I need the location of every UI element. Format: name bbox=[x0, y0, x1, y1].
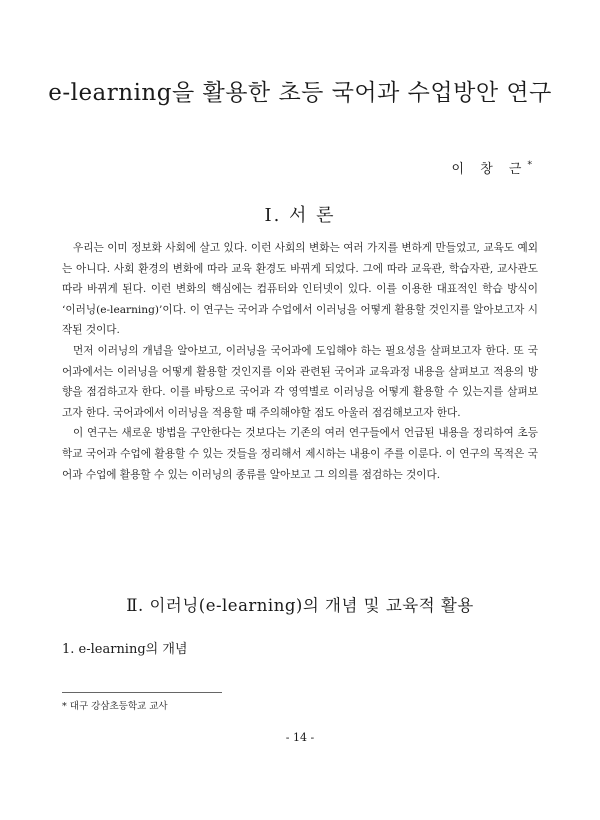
body-paragraph: 우리는 이미 정보화 사회에 살고 있다. 이런 사회의 변화는 여러 가지를 변하게 만들었고, 교육도 예외는 아니다. 사회 환경의 변화에 따라 교육 환경도 바뀌게 되었다. 그에 따라 교육관, 학습자관, 교사관도 따라 바뀌게 된다. 이런 변화의 핵심에는 컴퓨터와 인터넷이 있다. 이를 이용한 대표적인 학습 방식이 ‘이러닝(e-learning)’이다. 이 연구는 국어과 수업에서 이러닝을 어떻게 활용할 것인지를 알아보고자 시작된 것이다. bbox=[62, 242, 538, 337]
body-paragraph: 먼저 이러닝의 개념을 알아보고, 이러닝을 국어과에 도입해야 하는 필요성을 살펴보고자 한다. 또 국어과에서는 이러닝을 어떻게 활용할 것인지를 이와 관련된 국어과 교육과정 내용을 살펴보고 적용의 방향을 점검하고자 한다. 이를 바탕으로 국어과 각 영역별로 이러닝을 어떻게 활용할 수 있는지를 살펴보고자 한다. 국어과에서 이러닝을 적용할 때 주의해야할 점도 아울러 점검해보고자 한다. bbox=[62, 344, 538, 419]
section-1-heading: Ⅰ. 서 론 bbox=[264, 205, 336, 226]
footnote-divider bbox=[62, 692, 222, 693]
subsection-heading: 1. e-learning의 개념 bbox=[62, 642, 188, 657]
section-2-heading: Ⅱ. 이러닝(e-learning)의 개념 및 교육적 활용 bbox=[126, 596, 474, 615]
paper-title: e-learning을 활용한 초등 국어과 수업방안 연구 bbox=[48, 80, 552, 106]
author-footnote-mark: * bbox=[527, 160, 532, 171]
section-1-body bbox=[62, 238, 538, 485]
page-number: - 14 - bbox=[285, 731, 315, 744]
author-name-text: 이 창 근 bbox=[451, 162, 528, 177]
footnote: * 대구 강삼초등학교 교사 bbox=[62, 701, 168, 712]
author-name bbox=[452, 158, 532, 177]
body-paragraph: 이 연구는 새로운 방법을 구안한다는 것보다는 기존의 여러 연구들에서 언급된 내용을 정리하여 초등학교 국어과 수업에 활용할 수 있는 것들을 정리해서 제시하는 내용이 주를 이룬다. 이 연구의 목적은 국어과 수업에 활용할 수 있는 이러닝의 종류를 알아보고 그 의의를 점검하는 것이다. bbox=[62, 427, 538, 481]
